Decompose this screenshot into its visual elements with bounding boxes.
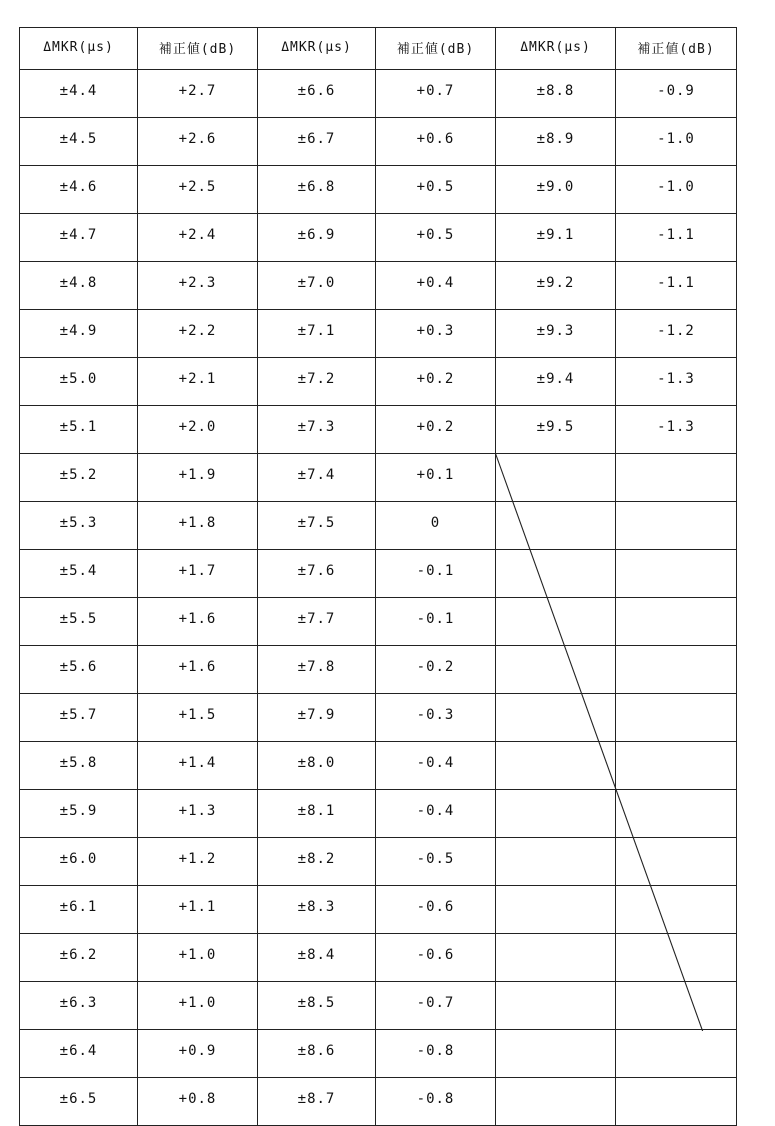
- correction-cell: +2.4: [138, 214, 258, 262]
- delta-mkr-cell: ±4.6: [20, 166, 138, 214]
- correction-cell: +1.7: [138, 550, 258, 598]
- delta-mkr-cell: ±4.4: [20, 70, 138, 118]
- delta-mkr-cell: [496, 982, 616, 1030]
- table-row: [20, 1030, 737, 1078]
- correction-table-container: [19, 27, 736, 1107]
- delta-mkr-cell: ±8.6: [258, 1030, 376, 1078]
- correction-cell: +0.8: [138, 1078, 258, 1126]
- correction-cell: +0.1: [376, 454, 496, 502]
- correction-cell: -0.8: [376, 1078, 496, 1126]
- delta-mkr-cell: ±7.7: [258, 598, 376, 646]
- table-row: [20, 982, 737, 1030]
- correction-cell: +2.5: [138, 166, 258, 214]
- correction-cell: -1.1: [616, 262, 737, 310]
- delta-mkr-cell: ±9.4: [496, 358, 616, 406]
- delta-mkr-cell: [496, 502, 616, 550]
- delta-mkr-cell: ±4.9: [20, 310, 138, 358]
- delta-mkr-cell: ±8.7: [258, 1078, 376, 1126]
- header-correction: 補正値(dB): [138, 28, 258, 70]
- correction-cell: -1.0: [616, 166, 737, 214]
- correction-cell: +1.4: [138, 742, 258, 790]
- correction-cell: +1.0: [138, 934, 258, 982]
- table-row: [20, 694, 737, 742]
- delta-mkr-cell: [496, 598, 616, 646]
- delta-mkr-cell: ±6.3: [20, 982, 138, 1030]
- correction-cell: +0.5: [376, 166, 496, 214]
- correction-cell: -0.1: [376, 550, 496, 598]
- correction-cell: -0.3: [376, 694, 496, 742]
- correction-cell: -1.3: [616, 358, 737, 406]
- correction-cell: +0.2: [376, 406, 496, 454]
- delta-mkr-cell: ±8.9: [496, 118, 616, 166]
- correction-cell: -1.0: [616, 118, 737, 166]
- correction-cell: +0.5: [376, 214, 496, 262]
- header-row: [20, 28, 737, 70]
- delta-mkr-cell: ±7.8: [258, 646, 376, 694]
- delta-mkr-cell: ±5.6: [20, 646, 138, 694]
- correction-cell: [616, 838, 737, 886]
- delta-mkr-cell: ±7.3: [258, 406, 376, 454]
- delta-mkr-cell: ±7.6: [258, 550, 376, 598]
- header-delta-mkr: ΔMKR(μs): [20, 28, 138, 70]
- delta-mkr-cell: [496, 646, 616, 694]
- delta-mkr-cell: ±6.0: [20, 838, 138, 886]
- delta-mkr-cell: ±6.7: [258, 118, 376, 166]
- delta-mkr-cell: ±6.4: [20, 1030, 138, 1078]
- table-row: [20, 1078, 737, 1126]
- delta-mkr-cell: ±6.8: [258, 166, 376, 214]
- correction-cell: +2.2: [138, 310, 258, 358]
- delta-mkr-cell: ±8.1: [258, 790, 376, 838]
- correction-cell: [616, 694, 737, 742]
- delta-mkr-cell: ±5.0: [20, 358, 138, 406]
- correction-cell: -0.9: [616, 70, 737, 118]
- delta-mkr-cell: [496, 1030, 616, 1078]
- correction-cell: +0.7: [376, 70, 496, 118]
- correction-cell: [616, 1030, 737, 1078]
- delta-mkr-cell: ±6.2: [20, 934, 138, 982]
- delta-mkr-cell: ±5.3: [20, 502, 138, 550]
- delta-mkr-cell: ±5.9: [20, 790, 138, 838]
- delta-mkr-cell: [496, 454, 616, 502]
- table-row: [20, 358, 737, 406]
- table-row: [20, 886, 737, 934]
- delta-mkr-cell: ±5.4: [20, 550, 138, 598]
- correction-cell: +0.2: [376, 358, 496, 406]
- table-row: [20, 310, 737, 358]
- correction-cell: -0.4: [376, 742, 496, 790]
- correction-cell: -1.3: [616, 406, 737, 454]
- table-row: [20, 166, 737, 214]
- correction-cell: +2.3: [138, 262, 258, 310]
- delta-mkr-cell: ±9.5: [496, 406, 616, 454]
- correction-cell: [616, 646, 737, 694]
- delta-mkr-cell: ±5.1: [20, 406, 138, 454]
- correction-cell: -1.2: [616, 310, 737, 358]
- delta-mkr-cell: ±8.2: [258, 838, 376, 886]
- correction-cell: +2.1: [138, 358, 258, 406]
- correction-cell: +1.2: [138, 838, 258, 886]
- correction-cell: +0.3: [376, 310, 496, 358]
- header-correction: 補正値(dB): [376, 28, 496, 70]
- correction-cell: -0.6: [376, 886, 496, 934]
- table-row: [20, 742, 737, 790]
- delta-mkr-cell: ±8.4: [258, 934, 376, 982]
- delta-mkr-cell: ±9.1: [496, 214, 616, 262]
- correction-cell: +2.6: [138, 118, 258, 166]
- table-row: [20, 70, 737, 118]
- correction-cell: +1.3: [138, 790, 258, 838]
- delta-mkr-cell: ±8.5: [258, 982, 376, 1030]
- correction-cell: -0.6: [376, 934, 496, 982]
- delta-mkr-cell: ±9.3: [496, 310, 616, 358]
- correction-cell: [616, 550, 737, 598]
- table-row: [20, 550, 737, 598]
- table-row: [20, 262, 737, 310]
- correction-cell: [616, 454, 737, 502]
- correction-cell: -1.1: [616, 214, 737, 262]
- correction-cell: [616, 886, 737, 934]
- correction-cell: -0.8: [376, 1030, 496, 1078]
- correction-cell: [616, 502, 737, 550]
- correction-cell: [616, 742, 737, 790]
- delta-mkr-cell: [496, 694, 616, 742]
- delta-mkr-cell: ±4.8: [20, 262, 138, 310]
- delta-mkr-cell: ±8.3: [258, 886, 376, 934]
- correction-cell: -0.1: [376, 598, 496, 646]
- correction-cell: +2.7: [138, 70, 258, 118]
- table-row: [20, 454, 737, 502]
- delta-mkr-cell: [496, 1078, 616, 1126]
- correction-cell: 0: [376, 502, 496, 550]
- correction-cell: +1.1: [138, 886, 258, 934]
- table-row: [20, 790, 737, 838]
- delta-mkr-cell: ±7.5: [258, 502, 376, 550]
- delta-mkr-cell: [496, 790, 616, 838]
- delta-mkr-cell: ±5.8: [20, 742, 138, 790]
- table-row: [20, 502, 737, 550]
- delta-mkr-cell: ±7.1: [258, 310, 376, 358]
- correction-cell: +0.6: [376, 118, 496, 166]
- delta-mkr-cell: ±6.1: [20, 886, 138, 934]
- delta-mkr-cell: ±7.4: [258, 454, 376, 502]
- delta-mkr-cell: [496, 838, 616, 886]
- correction-cell: [616, 934, 737, 982]
- delta-mkr-cell: ±4.5: [20, 118, 138, 166]
- delta-mkr-cell: ±8.8: [496, 70, 616, 118]
- table-row: [20, 838, 737, 886]
- delta-mkr-cell: [496, 550, 616, 598]
- correction-cell: -0.7: [376, 982, 496, 1030]
- correction-table: [19, 27, 737, 1126]
- delta-mkr-cell: ±6.5: [20, 1078, 138, 1126]
- delta-mkr-cell: ±7.9: [258, 694, 376, 742]
- header-delta-mkr: ΔMKR(μs): [496, 28, 616, 70]
- correction-cell: +0.9: [138, 1030, 258, 1078]
- correction-cell: +1.5: [138, 694, 258, 742]
- delta-mkr-cell: ±5.5: [20, 598, 138, 646]
- delta-mkr-cell: ±6.9: [258, 214, 376, 262]
- correction-cell: +0.4: [376, 262, 496, 310]
- correction-cell: [616, 982, 737, 1030]
- table-row: [20, 598, 737, 646]
- correction-cell: -0.4: [376, 790, 496, 838]
- correction-cell: +1.8: [138, 502, 258, 550]
- correction-cell: -0.2: [376, 646, 496, 694]
- delta-mkr-cell: [496, 886, 616, 934]
- table-row: [20, 406, 737, 454]
- correction-cell: [616, 790, 737, 838]
- correction-cell: +2.0: [138, 406, 258, 454]
- delta-mkr-cell: ±9.0: [496, 166, 616, 214]
- header-correction: 補正値(dB): [616, 28, 737, 70]
- correction-cell: +1.0: [138, 982, 258, 1030]
- delta-mkr-cell: ±5.7: [20, 694, 138, 742]
- delta-mkr-cell: [496, 934, 616, 982]
- correction-cell: [616, 598, 737, 646]
- header-delta-mkr: ΔMKR(μs): [258, 28, 376, 70]
- delta-mkr-cell: ±5.2: [20, 454, 138, 502]
- correction-cell: -0.5: [376, 838, 496, 886]
- correction-cell: [616, 1078, 737, 1126]
- delta-mkr-cell: ±4.7: [20, 214, 138, 262]
- delta-mkr-cell: ±8.0: [258, 742, 376, 790]
- table-row: [20, 646, 737, 694]
- table-row: [20, 214, 737, 262]
- correction-cell: +1.9: [138, 454, 258, 502]
- correction-cell: +1.6: [138, 646, 258, 694]
- delta-mkr-cell: ±9.2: [496, 262, 616, 310]
- table-row: [20, 118, 737, 166]
- delta-mkr-cell: ±7.2: [258, 358, 376, 406]
- delta-mkr-cell: ±6.6: [258, 70, 376, 118]
- delta-mkr-cell: [496, 742, 616, 790]
- delta-mkr-cell: ±7.0: [258, 262, 376, 310]
- correction-cell: +1.6: [138, 598, 258, 646]
- table-row: [20, 934, 737, 982]
